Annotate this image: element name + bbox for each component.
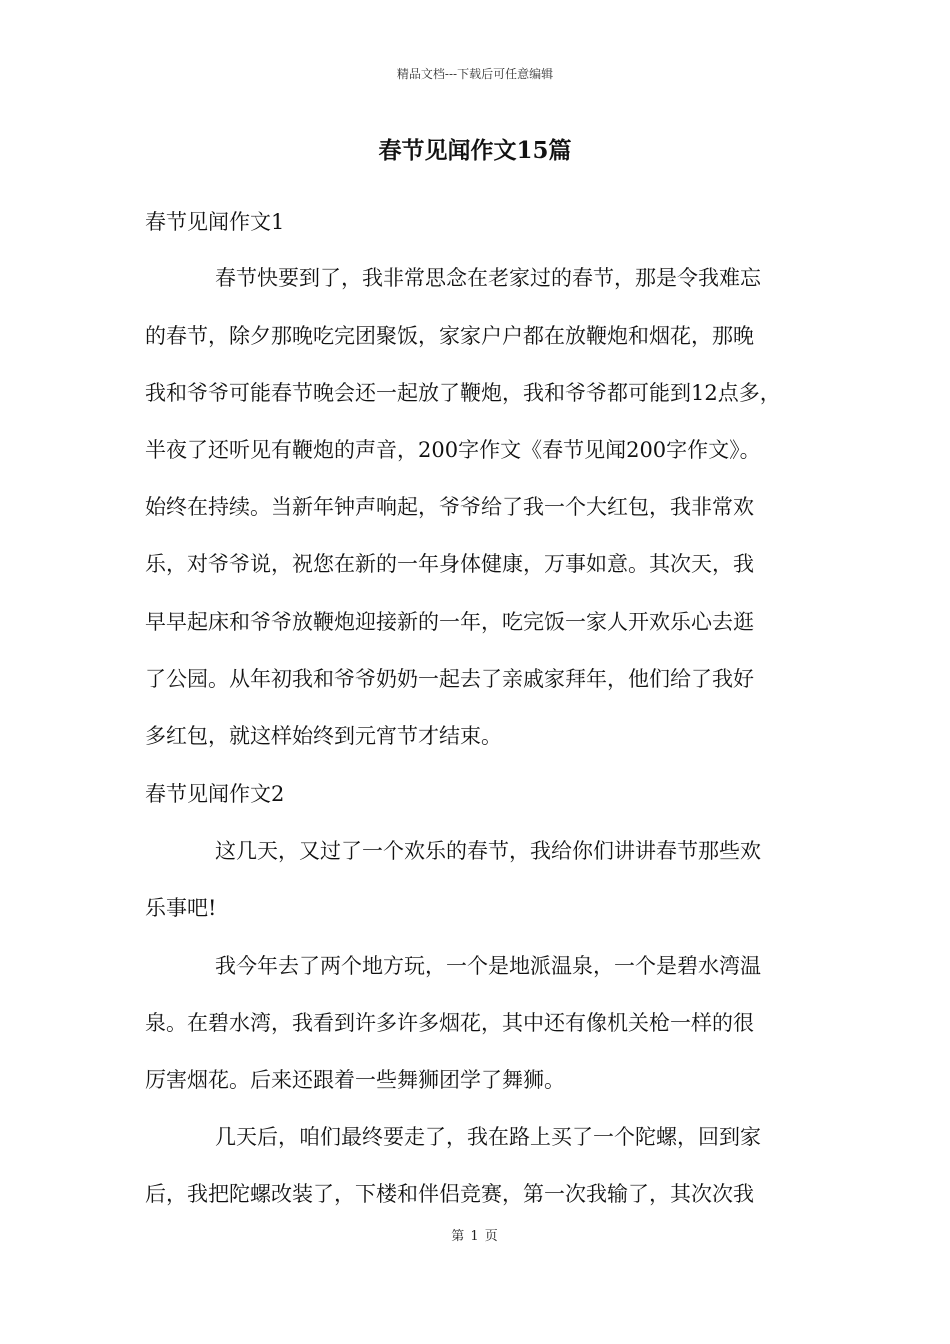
paragraph-line: 后，我把陀螺改装了，下楼和伴侣竞赛，第一次我输了，其次次我: [145, 1182, 754, 1206]
paragraph-line: 乐事吧!: [145, 896, 217, 920]
page-header: 精品文档---下载后可任意编辑: [396, 67, 554, 81]
paragraph-line: 乐，对爷爷说，祝您在新的一年身体健康，万事如意。其次天，我: [145, 552, 754, 576]
page-number: 第 1 页: [451, 1229, 499, 1244]
section-heading-1: 春节见闻作文1: [145, 210, 285, 234]
section-heading-2: 春节见闻作文2: [145, 782, 285, 806]
document-title: 春节见闻作文15篇: [378, 137, 572, 164]
paragraph-line: 几天后，咱们最终要走了，我在路上买了一个陀螺，回到家: [215, 1125, 761, 1149]
paragraph-line: 厉害烟花。后来还跟着一些舞狮团学了舞狮。: [145, 1068, 565, 1092]
paragraph-line: 春节快要到了，我非常思念在老家过的春节，那是令我难忘: [215, 266, 761, 290]
paragraph-line: 这几天，又过了一个欢乐的春节，我给你们讲讲春节那些欢: [215, 839, 761, 863]
paragraph-line: 我和爷爷可能春节晚会还一起放了鞭炮，我和爷爷都可能到12点多，: [145, 381, 781, 405]
paragraph-line: 始终在持续。当新年钟声响起，爷爷给了我一个大红包，我非常欢: [145, 495, 754, 519]
paragraph-line: 多红包，就这样始终到元宵节才结束。: [145, 724, 502, 748]
paragraph-line: 的春节，除夕那晚吃完团聚饭，家家户户都在放鞭炮和烟花，那晚: [145, 324, 754, 348]
paragraph-line: 早早起床和爷爷放鞭炮迎接新的一年，吃完饭一家人开欢乐心去逛: [145, 610, 754, 634]
paragraph-line: 半夜了还听见有鞭炮的声音，200字作文《春节见闻200字作文》。: [145, 438, 761, 462]
paragraph-line: 泉。在碧水湾，我看到许多许多烟花，其中还有像机关枪一样的很: [145, 1011, 754, 1035]
paragraph-line: 我今年去了两个地方玩，一个是地派温泉，一个是碧水湾温: [215, 954, 761, 978]
paragraph-line: 了公园。从年初我和爷爷奶奶一起去了亲戚家拜年，他们给了我好: [145, 667, 754, 691]
